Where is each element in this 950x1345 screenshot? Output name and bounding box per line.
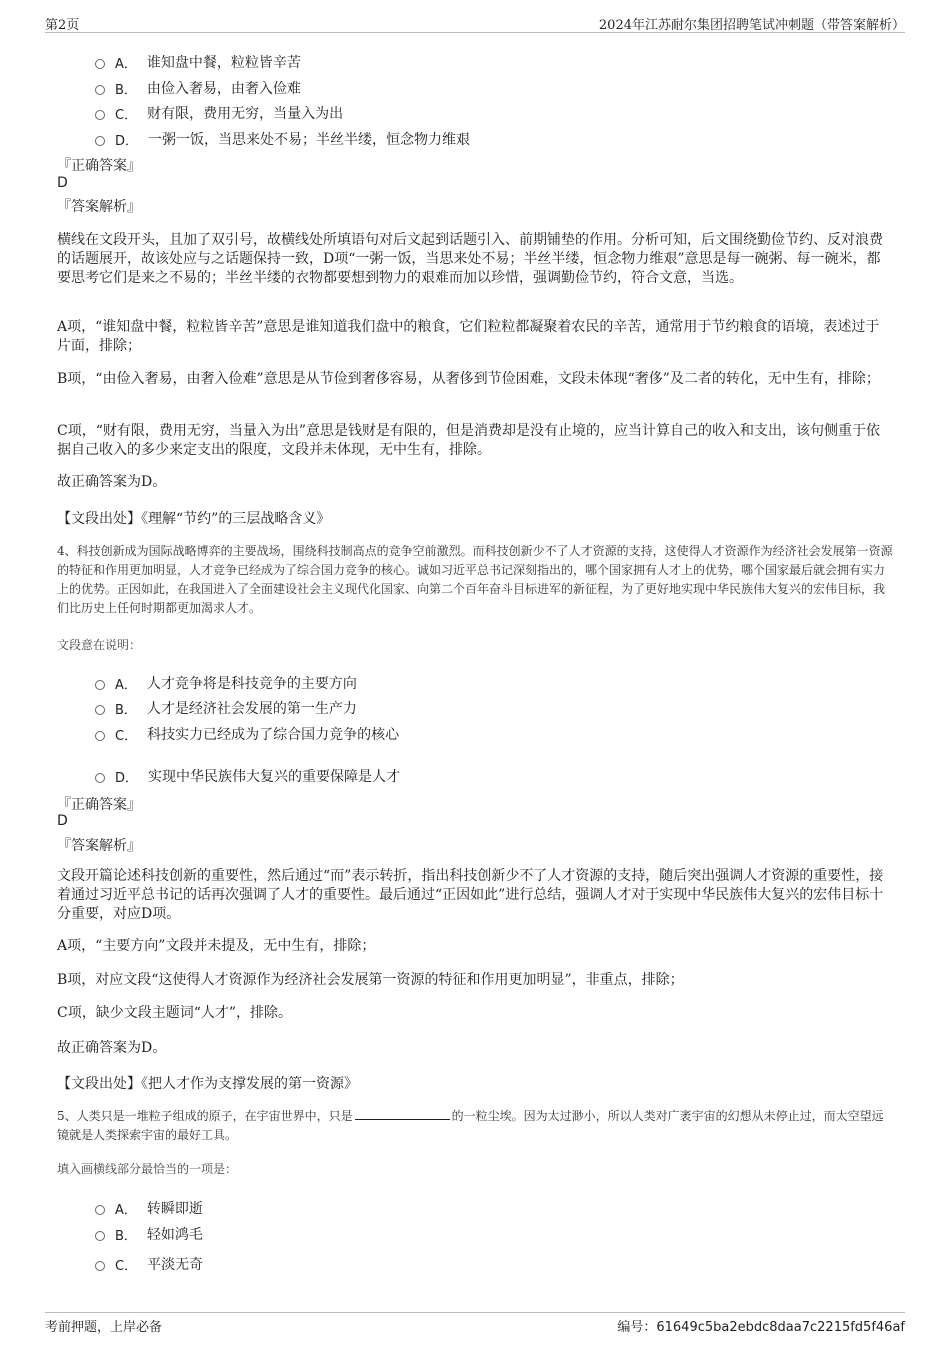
page-number: 第2页 (45, 18, 80, 33)
q3-answer-label: 『正确答案』 (57, 158, 141, 174)
document-title: 2024年江苏耐尔集团招聘笔试冲刺题（带答案解析） (598, 18, 905, 33)
radio-icon[interactable] (95, 705, 105, 715)
answer-blank (355, 1107, 450, 1120)
q3-analysis-a: A项，“谁知盘中餐，粒粒皆辛苦”意思是谁知道我们盘中的粮食，它们粒粒都凝聚着农民的辛苦，通常用于节约粮食的语境，表述过于片面，排除； (57, 319, 880, 354)
radio-icon[interactable] (95, 59, 105, 69)
q3-option-b[interactable]: B． 由俭入奢易，由奢入俭难 (95, 78, 301, 98)
radio-icon[interactable] (95, 1205, 105, 1215)
q3-option-c[interactable]: C． 财有限，费用无穷，当量入为出 (95, 103, 343, 123)
q4-answer: D (57, 813, 68, 829)
q3-option-a[interactable]: A． 谁知盘中餐，粒粒皆辛苦 (95, 52, 301, 72)
q4-analysis-b: B项，对应文段“这使得人才资源作为经济社会发展第一资源的特征和作用更加明显”，非重点，排除； (57, 972, 684, 988)
q4-conclusion: 故正确答案为D。 (57, 1040, 167, 1056)
radio-icon[interactable] (95, 680, 105, 690)
q5-option-b[interactable]: B． 轻如鸿毛 (95, 1224, 203, 1244)
q4-analysis-c: C项，缺少文段主题词“人才”，排除。 (57, 1005, 293, 1021)
q4-option-b[interactable]: B． 人才是经济社会发展的第一生产力 (95, 698, 357, 718)
q5-prompt: 填入画横线部分最恰当的一项是： (57, 1162, 238, 1176)
q3-source: 【文段出处】《理解“节约”的三层战略含义》 (57, 511, 331, 527)
q3-analysis-main: 横线在文段开头，且加了双引号，故横线处所填语句对后文起到话题引入、前期铺垫的作用。分析可知，后文围绕勤俭节约、反对浪费的话题展开，故该处应与之话题保持一致，D项“一粥一饭，当思来处不易；半丝半缕，恒念物力维艰”意思是每一碗粥、每一碗米，都要思考它们是来之不易的；半丝半缕的衣物都要想到物力的艰难而加以珍惜，强调勤俭节约，符合文意，当选。 (57, 232, 883, 286)
radio-icon[interactable] (95, 110, 105, 120)
q5-option-c[interactable]: C． 平淡无奇 (95, 1254, 203, 1274)
radio-icon[interactable] (95, 1231, 105, 1241)
q4-option-d[interactable]: D． 实现中华民族伟大复兴的重要保障是人才 (95, 766, 400, 786)
q3-conclusion: 故正确答案为D。 (57, 474, 167, 490)
q4-option-c[interactable]: C． 科技实力已经成为了综合国力竞争的核心 (95, 724, 399, 744)
q5-question: 5、人类只是一堆粒子组成的原子，在宇宙世界中，只是 的一粒尘埃。因为太过渺小，所以人类对广袤宇宙的幻想从未停止过，而太空望远镜就是人类探索宇宙的最好工具。 (57, 1109, 884, 1142)
q3-option-d[interactable]: D． 一粥一饭，当思来处不易；半丝半缕，恒念物力维艰 (95, 129, 470, 149)
document-id: 编号：61649c5ba2ebdc8daa7c2215fd5f46af (617, 1320, 905, 1335)
q3-analysis-c: C项，“财有限，费用无穷，当量入为出”意思是钱财是有限的，但是消费却是没有止境的，应当计算自己的收入和支出，该句侧重于依据自己收入的多少来定支出的限度，文段并未体现，无中生有，排除。 (57, 423, 881, 458)
q4-answer-label: 『正确答案』 (57, 797, 141, 813)
page-footer (45, 1312, 905, 1337)
q3-analysis-b: B项，“由俭入奢易，由奢入俭难”意思是从节俭到奢侈容易，从奢侈到节俭困难，文段未体现“奢侈”及二者的转化，无中生有，排除； (57, 371, 880, 387)
footer-slogan: 考前押题，上岸必备 (45, 1320, 163, 1335)
radio-icon[interactable] (95, 136, 105, 146)
radio-icon[interactable] (95, 731, 105, 741)
q4-analysis-a: A项，“主要方向”文段并未提及，无中生有，排除； (57, 938, 376, 954)
q4-option-a[interactable]: A． 人才竞争将是科技竞争的主要方向 (95, 673, 357, 693)
q3-answer: D (57, 175, 68, 191)
q5-option-a[interactable]: A． 转瞬即逝 (95, 1198, 203, 1218)
q4-analysis-main: 文段开篇论述科技创新的重要性，然后通过“而”表示转折，指出科技创新少不了人才资源的支持，随后突出强调人才资源的重要性，接着通过习近平总书记的话再次强调了人才的重要性。最后通过“正因如此”进行总结，强调人才对于实现中华民族伟大复兴的宏伟目标十分重要，对应D项。 (57, 868, 884, 922)
q4-question: 4、科技创新成为国际战略博弈的主要战场，围绕科技制高点的竞争空前激烈。而科技创新少不了人才资源的支持，这使得人才资源作为经济社会发展第一资源的特征和作用更加明显，人才竞争已经成为了综合国力竞争的核心。诚如习近平总书记深刻指出的，哪个国家拥有人才上的优势，哪个国家最后就会拥有实力上的优势。正因如此，在我国进入了全面建设社会主义现代化国家、向第二个百年奋斗目标进军的新征程，为了更好地实现中华民族伟大复兴的宏伟目标，我们比历史上任何时期都更加渴求人才。 (57, 544, 893, 615)
radio-icon[interactable] (95, 1261, 105, 1271)
page-header (45, 12, 905, 33)
q4-prompt: 文段意在说明： (57, 638, 142, 652)
q4-source: 【文段出处】《把人才作为支撑发展的第一资源》 (57, 1076, 358, 1092)
radio-icon[interactable] (95, 85, 105, 95)
q4-analysis-label: 『答案解析』 (57, 838, 141, 854)
radio-icon[interactable] (95, 773, 105, 783)
q3-analysis-label: 『答案解析』 (57, 199, 141, 215)
